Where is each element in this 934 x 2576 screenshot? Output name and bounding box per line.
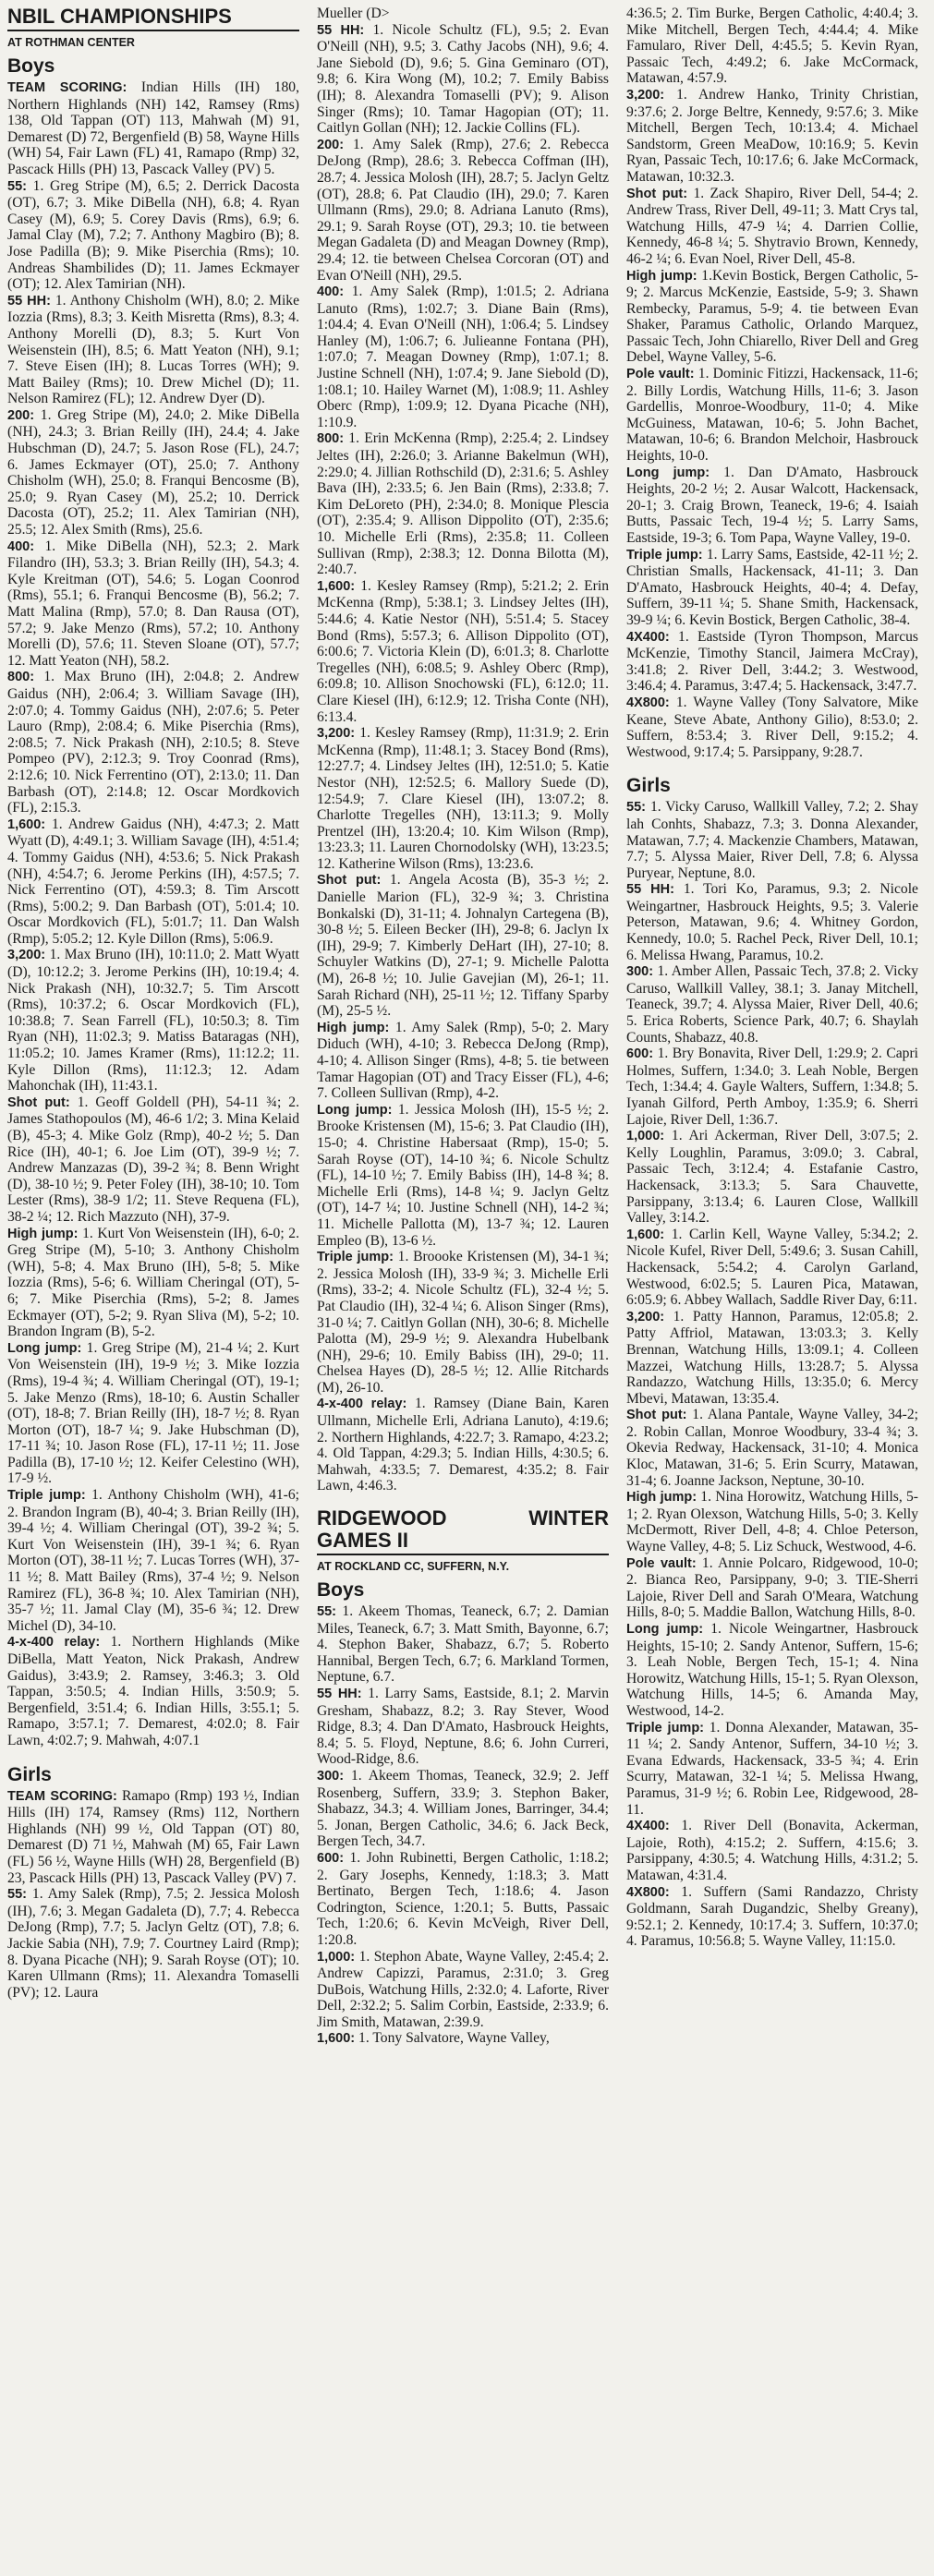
- headline-rule: [317, 1554, 609, 1555]
- event-label: 300:: [626, 964, 654, 980]
- girls-heading: Girls: [626, 775, 671, 797]
- event-label: 1,000:: [626, 1129, 665, 1144]
- result-paragraph: [626, 1227, 918, 1309]
- event-label: Triple jump:: [7, 1488, 86, 1504]
- event-label: TEAM SCORING:: [7, 80, 127, 95]
- event-results: 1. Dan D'Amato, Hasbrouck Heights, 20-2 ½; 2. Ausar Walcott, Hackensack, 20-1; 3. Craig Brown, Teaneck, 19-6; 4. Isaiah Butts, Passaic Tech, 19-4 ½; 5. Larry Sams, Eastside, 19-3; 6. Tom Papa, Wayne Valley, 19-0.: [626, 464, 919, 546]
- event-label: 600:: [317, 1850, 345, 1866]
- event-label: Shot put:: [626, 186, 688, 201]
- result-paragraph: [317, 1102, 609, 1249]
- event-results: 1. Tori Ko, Paramus, 9.3; 2. Nicole Weingartner, Hasbrouck Heights, 9.5; 3. Valerie Peterson, Matawan, 9.6; 4. Whitney Gordon, Kennedy, 10.0; 5. Rachel Peck, River Dell, 10.1; 6. Melissa Hwang, Paramus, 10.2.: [626, 881, 918, 963]
- event-results: 1. Alana Pantale, Wayne Valley, 34-2; 2. Robin Callan, Monroe Woodbury, 33-4 ¾; 3. Okevia Redway, Hackensack, 31-10; 4. Monica Kloc, Matawan, 31-6; 5. Erin Scurry, Matawan, 31-4; 6. Joanne Jackson, Neptune, 30-10.: [626, 1407, 918, 1489]
- result-paragraph: [626, 87, 918, 186]
- event-label: 400:: [7, 538, 35, 554]
- event-label: Pole vault:: [626, 1555, 697, 1571]
- result-paragraph: [626, 629, 918, 695]
- event-results: 1. Nicole Schultz (FL), 9.5; 2. Evan O'Neill (NH), 9.5; 3. Cathy Jacobs (NH), 9.6; 4. Jane Siebold (D), 9.6; 5. Gina Geminaro (OT), 9.8; 6. Kira Wong (M), 10.2; 7. Emily Babiss (IH); 8. Alexandra Tomaselli (PV); 9. Alison Singer (Rms); 10. Tamar Hagopian (OT); 11. Caitlyn Gollan (NH); 12. Jackie Collins (FL).: [317, 21, 609, 137]
- result-paragraph: [317, 284, 609, 430]
- result-paragraph: [317, 1686, 609, 1768]
- event-label: 1,600:: [7, 816, 46, 832]
- event-results: Ramapo (Rmp) 193 ½, Indian Hills (IH) 174, Ramsey (Rms) 112, Northern Highlands (NH) 99 ½, Old Tappan (OT) 80, Demarest (D) 71 ½, Mahwah (M) 65, Fair Lawn (FL) 56 ½, Wayne Hills (WH) 28, Bergenfield (B) 23, Pascack Hills (PH) 13, Pascack Valley (PV) 7.: [7, 1787, 299, 1886]
- event-label: 3,200:: [626, 1309, 665, 1324]
- result-paragraph: [7, 1634, 299, 1748]
- ridgewood-girls-results: [626, 799, 918, 1950]
- result-paragraph: [7, 1487, 299, 1634]
- event-results: 4:36.5; 2. Tim Burke, Bergen Catholic, 4:40.4; 3. Mike Mitchell, Bergen Tech, 4:44.4; 4. Mike Famularo, River Dell, 4:45.5; 5. Kevin Ryan, Passaic Tech, 4:49.2; 6. Jake McCormack, Matawan, 4:57.9.: [626, 6, 918, 87]
- result-paragraph: [626, 1621, 918, 1720]
- event-results: 1. Erin McKenna (Rmp), 2:25.4; 2. Lindsey Jeltes (IH), 2:26.0; 3. Arianne Bakelmun (WH), 2:29.0; 4. Jillian Rothschild (D), 2:31.6; 5. Ashley Bava (IH), 2:33.5; 6. Jen Bain (Rms), 2:33.8; 7. Kim DeLoreto (PH), 2:34.0; 8. Monique Plescia (OT), 2:35.4; 9. Allison Dippolito (OT), 2:35.6; 10. Michelle Erli (Rms), 2:35.8; 11. Colleen Sullivan (Rmp), 2:38.3; 12. Donna Bilotta (M), 2:40.7.: [317, 430, 609, 578]
- event-label: 4-x-400 relay:: [317, 1397, 407, 1412]
- event-results: Mueller (D>: [317, 6, 390, 21]
- girls-heading: Girls: [7, 1763, 52, 1785]
- result-paragraph: [626, 695, 918, 760]
- event-label: 3,200:: [7, 948, 46, 963]
- event-results: 1. Greg Stripe (M), 21-4 ¼; 2. Kurt Von Weisenstein (IH), 19-9 ½; 3. Mike Iozzia (Rms), 19-4 ¾; 4. William Cheringal (OT), 19-1; 5. Jake Menzo (Rms), 18-10; 6. Austin Schaller (OT), 18-8; 7. Brian Reilly (IH), 18-7 ½; 8. Ryan Morton (OT), 18-7 ¼; 9. Jake Hubschman (D), 17-11 ¾; 10. Jason Rose (FL), 17-11 ½; 11. Jose Padilla (B), 17-10 ½; 12. Keifer Celestino (WH), 17-9 ½.: [7, 1339, 299, 1487]
- result-paragraph: [7, 816, 299, 948]
- event-results: 1. Amy Salek (Rmp), 5-0; 2. Mary Diduch (WH), 4-10; 3. Rebecca DeJong (Rmp), 4-10; 4. Allison Singer (Rms), 4-8; 5. tie between Tamar Hagopian (OT) and Tracy Eisser (FL), 4-6; 7. Colleen Sullivan (Rmp), 4-2.: [317, 1019, 609, 1102]
- boys-results: [7, 79, 299, 1749]
- event-results: 1. Mike DiBella (NH), 52.3; 2. Mark Filandro (IH), 53.3; 3. Brian Reilly (IH), 54.3; 4. Kyle Kreitman (OT), 54.6; 5. Logan Coonrod (Rms), 55.1; 6. Franqui Bencosme (B), 56.2; 7. Matt Malina (Rmp), 57.0; 8. Dan Rausa (OT), 57.2; 9. Jake Menzo (Rms), 57.2; 10. Anthony Morelli (D), 57.6; 11. Steven Sloane (OT), 57.7; 12. Matt Yeaton (NH), 58.2.: [7, 538, 299, 669]
- result-paragraph: [317, 1768, 609, 1850]
- event-label: 400:: [317, 284, 345, 300]
- event-results: 1. Jessica Molosh (IH), 15-5 ½; 2. Brooke Kristensen (M), 15-6; 3. Pat Claudio (IH), 15-0; 4. Christine Habersaat (Rmp), 15-0; 5. Sarah Royse (OT), 14-10 ¾; 6. Nicole Schultz (FL), 14-10 ½; 7. Emily Babiss (IH), 14-8 ¾; 8. Michelle Erli (Rms), 14-8 ¼; 9. Jaclyn Geltz (OT), 14-7 ¼; 10. Justine Schnell (NH), 14-2 ¾; 11. Michelle Pallotta (M), 13-7 ¾; 12. Lauren Empleo (B), 13-6 ½.: [317, 1101, 610, 1249]
- event-results: 1. Kesley Ramsey (Rmp), 5:21.2; 2. Erin McKenna (Rmp), 5:38.1; 3. Lindsey Jeltes (IH), 5:44.6; 4. Katie Nestor (NH), 5:51.4; 5. Stacey Bond (Rms), 5:57.3; 6. Allison Dippolito (OT), 6:00.6; 7. Victoria Klein (D), 6:01.3; 8. Charlotte Tregelles (NH), 6:08.5; 9. Ashley Oberc (Rmp), 6:09.8; 10. Allison Snochowski (FL), 6:12.0; 11. Clare Kiesel (IH), 6:12.9; 12. Trisha Conte (NH), 6:13.4.: [317, 577, 609, 725]
- result-paragraph: [317, 1396, 609, 1494]
- event-results: 1. Amy Salek (Rmp), 27.6; 2. Rebecca DeJong (Rmp), 28.6; 3. Rebecca Coffman (IH), 28.7; 4. Jessica Molosh (IH), 28.7; 5. Jaclyn Geltz (OT), 28.8; 6. Pat Claudio (IH), 29.0; 7. Karen Ullmann (Rms), 29.0; 8. Adriana Lanuto (Rms), 29.1; 9. Sarah Royse (OT), 29.3; 10. tie between Megan Gadaleta (D) and Meagan Downey (Rmp), 29.4; 12. tie between Chelsea Corcoran (OT) and Evan O'Neill (NH), 29.5.: [317, 136, 609, 284]
- event-label: Long jump:: [317, 1102, 393, 1118]
- result-paragraph: [626, 799, 918, 881]
- result-paragraph: [7, 293, 299, 407]
- event-label: 55:: [7, 178, 27, 194]
- event-label: 4-x-400 relay:: [7, 1635, 101, 1651]
- result-paragraph: [626, 1046, 918, 1128]
- event-label: Long jump:: [7, 1340, 82, 1356]
- event-label: Long jump:: [626, 1622, 704, 1637]
- event-results: 1. Andrew Gaidus (NH), 4:47.3; 2. Matt Wyatt (D), 4:49.1; 3. William Savage (IH), 4:51.4; 4. Tommy Gaidus (NH), 4:53.6; 5. Nick Prakash (NH), 4:54.7; 6. Jerome Perkins (IH), 4:57.5; 7. Nick Ferrentino (OT), 4:59.3; 8. Tim Arscott (Rms), 5:00.2; 9. Dan Barbash (OT), 5:01.4; 10. Oscar Mordkovich (FL), 5:01.7; 11. Dan Walsh (Rmp), 5:05.2; 12. Kyle Dillon (Rms), 5:06.9.: [7, 816, 300, 947]
- event-label: Shot put:: [317, 873, 382, 889]
- right-column: [626, 6, 918, 1950]
- result-paragraph: [626, 1555, 918, 1621]
- result-paragraph: [626, 6, 918, 87]
- event-label: 1,600:: [626, 1227, 665, 1242]
- event-label: 3,200:: [626, 87, 665, 103]
- event-results: 1.Kevin Bostick, Bergen Catholic, 5-9; 2. Marcus McKenzie, Eastside, 5-9; 3. Shawn Rembecky, Paramus, 5-9; 4. tie between Evan Shaker, Paramus Catholic, Orlando Marquez, Passaic Tech, John Chiarello, River Dell and Greg Debel, Wayne Valley, 5-6.: [626, 267, 918, 366]
- event-label: 1,600:: [317, 578, 356, 594]
- result-paragraph: [7, 1226, 299, 1340]
- result-paragraph: [7, 1788, 299, 1887]
- event-results: 1. Greg Stripe (M), 6.5; 2. Derrick Dacosta (OT), 6.7; 3. Mike DiBella (NH), 6.8; 4. Ryan Casey (M), 6.9; 5. Corey Davis (Rms), 6.9; 6. Jamal Clay (M), 7.2; 7. Anthony Magbiro (B); 8. Jose Padilla (B); 9. Mike Piserchia (Rms); 10. Andreas Shambilides (D); 11. James Eckmayer (OT); 12. Alex Tamirian (NH).: [7, 177, 300, 293]
- ridgewood-boys-results: [317, 1603, 609, 2048]
- event-results: 1. Anthony Chisholm (WH), 41-6; 2. Brandon Ingram (B), 40-4; 3. Brian Reilly (IH), 39-4 ½; 4. William Cheringal (OT), 39-2 ¾; 5. Kurt Von Weisenstein (IH), 39-1 ¾; 6. Ryan Morton (OT), 38-11 ½; 7. Lucas Torres (WH), 37-11 ½; 8. Matt Bailey (Rms), 37-4 ½; 9. Nelson Ramirez (FL), 36-8 ¾; 10. Alex Tamirian (NH), 35-7 ½; 11. Jamal Clay (M), 35-6 ¾; 12. Drew Michel (D), 34-10.: [7, 1487, 300, 1634]
- event-label: 4X400:: [626, 629, 670, 645]
- event-label: Shot put:: [626, 1408, 687, 1423]
- section-dateline: AT ROTHMAN CENTER: [7, 36, 135, 49]
- event-label: High jump:: [7, 1226, 79, 1241]
- event-results: 1. Eastside (Tyron Thompson, Marcus McKenzie, Timothy Stancil, Jaimera McCray), 3:41.8; 2. River Dell, 3:44.2; 3. Westwood, 3:46.4; 4. Paramus, 3:47.4; 5. Hackensack, 3:47.7.: [626, 628, 919, 695]
- girls-results: [7, 1788, 299, 2002]
- event-results: 1. Vicky Caruso, Wallkill Valley, 7.2; 2. Shay lah Conhts, Shabazz, 7.3; 3. Donna Alexander, Matawan, 7.7; 4. Mackenzie Chambers, Matawan, 7.7; 5. Alyssa Maier, River Dell, 7.8; 6. Alyssa Puryear, Neptune, 8.0.: [626, 799, 918, 881]
- result-paragraph: [317, 1949, 609, 2031]
- event-results: 1. Amy Salek (Rmp), 7.5; 2. Jessica Molosh (IH), 7.6; 3. Megan Gadaleta (D), 7.7; 4. Rebecca DeJong (Rmp), 7.7; 5. Jaclyn Geltz (OT), 7.8; 6. Jackie Sabia (NH), 7.9; 7. Courtney Laird (Rmp); 8. Dyana Picache (NH); 9. Sarah Royse (OT); 10. Karen Ullmann (Rms); 11. Alexandra Tomaselli (PV); 12. Laura: [7, 1886, 300, 2001]
- result-paragraph: [317, 6, 609, 22]
- event-results: 1. Nina Horowitz, Watchung Hills, 5-1; 2. Ryan Olexson, Watchung Hills, 5-0; 3. Kelly McDermott, River Dell, 4-8; 4. Chloe Peterson, Wayne Valley, 4-8; 5. Liz Schuck, Westwood, 4-6.: [626, 1489, 918, 1555]
- event-results: 1. Broooke Kristensen (M), 34-1 ¾; 2. Jessica Molosh (IH), 33-9 ¾; 3. Michelle Erli (Rms), 33-2; 4. Nicole Schultz (FL), 32-4 ½; 5. Pat Claudio (IH), 32-4 ¼; 6. Alison Singer (Rms), 31-0 ¼; 7. Caitlyn Gollan (NH), 30-6; 8. Michelle Palotta (M), 29-9 ½; 9. Alexandra Hubelbank (NH), 29-6; 10. Emily Babiss (IH), 29-0; 11. Chelsea Hayes (D), 28-5 ½; 12. Allie Ritchards (M), 26-10.: [317, 1249, 609, 1396]
- result-paragraph: [317, 1850, 609, 1949]
- event-label: Long jump:: [626, 465, 710, 480]
- event-label: Pole vault:: [626, 367, 695, 382]
- event-label: 800:: [317, 431, 345, 447]
- event-label: Triple jump:: [317, 1250, 394, 1265]
- section-headline: RIDGEWOOD WINTER GAMES II: [317, 1506, 609, 1553]
- result-paragraph: [317, 2030, 609, 2048]
- event-results: 1. Amber Allen, Passaic Tech, 37.8; 2. Vicky Caruso, Wallkill Valley, 38.1; 3. Janay Mitchell, Teaneck, 39.7; 4. Alyssa Maier, River Dell, 40.6; 5. Erica Roberts, Science Park, 40.7; 6. Shaylah Counts, Shabazz, 40.8.: [626, 963, 918, 1046]
- event-results: 1. Angela Acosta (B), 35-3 ½; 2. Danielle Marion (FL), 32-9 ¾; 3. Christina Bonkalski (D), 31-11; 4. Johnalyn Cartegena (B), 30-8 ½; 5. Eileen Becker (IH), 29-8; 6. Jaclyn Ix (IH), 29-9; 7. Kimberly DeHart (IH), 27-10; 8. Schuyler Watkins (D), 27-1; 9. Michelle Palotta (M), 26-8 ½; 10. Julie Gavejian (M), 26-1; 11. Sarah Richard (NH), 25-11 ½; 12. Tiffany Sparby (M), 25-5 ½.: [317, 872, 609, 1020]
- boys-heading: Boys: [7, 55, 55, 77]
- event-results: 1. Max Bruno (IH), 10:11.0; 2. Matt Wyatt (D), 10:12.2; 3. Jerome Perkins (IH), 10:19.4; 4. Nick Prakash (NH), 10:32.7; 5. Tim Arscott (Rms), 10:37.2; 6. Oscar Mordkovich (FL), 10:38.8; 7. Sean Farrell (FL), 10:50.3; 8. Tim Ryan (NH), 11:02.3; 9. Matiss Bataragas (NH), 11:05.2; 10. James Kramer (Rms), 11:12.2; 11. Kyle Dillon (Rms), 11:12.3; 12. Adam Mahonchak (IH), 11:43.1.: [7, 947, 299, 1094]
- event-label: High jump:: [317, 1020, 390, 1035]
- result-paragraph: [7, 1094, 299, 1226]
- event-results: 1. Donna Alexander, Matawan, 35-11 ¼; 2. Sandy Antenor, Suffern, 34-10 ½; 3. Evana Edwards, Hackensack, 33-5 ¾; 4. Erin Scurry, Matawan, 32-1 ¼; 5. Melissa Hwang, Paramus, 31-9 ½; 6. Robin Lee, Ridgewood, 28-11.: [626, 1719, 919, 1818]
- left-column: [7, 6, 299, 2001]
- event-label: 55 HH:: [317, 22, 365, 38]
- event-label: 4X800:: [626, 695, 670, 710]
- result-paragraph: [626, 1128, 918, 1227]
- event-label: Shot put:: [7, 1094, 70, 1110]
- result-paragraph: [7, 538, 299, 670]
- event-results: 1. Andrew Hanko, Trinity Christian, 9:37.6; 2. Jorge Beltre, Kennedy, 9:57.6; 3. Mike Mitchell, Bergen Tech, 10:13.4; 4. Michael Sandstorm, Green MeaDow, 10:16.9; 5. Kevin Ryan, Passaic Tech, 10:17.6; 6. Jake McCormack, Matawan, 10:32.3.: [626, 86, 919, 185]
- result-paragraph: [317, 1249, 609, 1396]
- event-label: High jump:: [626, 268, 697, 284]
- event-label: 200:: [317, 137, 345, 152]
- event-results: 1. Dominic Fitizzi, Hackensack, 11-6; 2. Billy Lordis, Watchung Hills, 11-6; 3. Jason Gardellis, Monroe-Woodbury, 11-0; 4. Mike McGuiness, Matawan, 10-6; 5. John Bachet, Matawan, 10-6; 6. Brandon Melchoir, Hasbrouck Heights, 10-0.: [626, 366, 918, 465]
- result-paragraph: [7, 407, 299, 538]
- event-results: 1. Greg Stripe (M), 24.0; 2. Mike DiBella (NH), 24.3; 3. Brian Reilly (IH), 24.4; 4. Jake Hubschman (D), 24.7; 5. Jason Rose (FL), 24.7; 6. James Eckmayer (OT), 25.0; 7. Anthony Chisholm (WH), 25.0; 8. Franqui Bencosme (B), 25.0; 9. Ryan Casey (M), 25.2; 10. Derrick Dacosta (OT), 25.2; 11. Alex Tamirian (NH), 25.5; 12. Alex Smith (Rms), 25.6.: [7, 406, 299, 538]
- result-paragraph: [626, 1818, 918, 1883]
- result-paragraph: [626, 465, 918, 547]
- event-results: 1. Max Bruno (IH), 2:04.8; 2. Andrew Gaidus (NH), 2:06.4; 3. William Savage (IH), 2:07.0; 4. Tommy Gaidus (NH), 2:07.6; 5. Peter Lauro (Rmp), 2:08.4; 6. Mike Piserchia (Rms), 2:08.5; 7. Nick Prakash (NH), 2:10.5; 8. Steve Pompeo (PV), 2:12.3; 9. Troy Coonrad (Rms), 2:12.6; 10. Nick Ferrentino (OT), 2:13.0; 11. Dan Barbash (OT), 2:14.8; 12. Oscar Mordkovich (FL), 2:15.3.: [7, 669, 299, 816]
- ridgewood-boys-continued: [626, 6, 918, 760]
- event-results: 1. Kesley Ramsey (Rmp), 11:31.9; 2. Erin McKenna (Rmp), 11:48.1; 3. Stacey Bond (Rms), 12:27.7; 4. Lindsey Jeltes (IH), 12:51.0; 5. Katie Nestor (NH), 12:52.5; 6. Mallory Suede (D), 12:54.9; 7. Clare Kiesel (IH), 13:07.2; 8. Charlotte Tregelles (NH), 13:11.3; 9. Molly Prentzel (IH), 13:20.4; 10. Kim Wilson (Rmp), 13:23.3; 11. Lauren Chornodolsky (WH), 13:23.5; 12. Katherine Wilson (Rms), 13:23.6.: [317, 725, 609, 872]
- event-label: 200:: [7, 407, 35, 423]
- event-label: 55:: [626, 800, 646, 816]
- event-results: 1. Wayne Valley (Tony Salvatore, Mike Keane, Steve Abate, Anthony Gilio), 8:53.0; 2. Suffern, 8:53.4; 3. River Dell, 9:15.2; 4. Westwood, 9:17.4; 5. Parsippany, 9:28.7.: [626, 694, 918, 760]
- event-label: 55:: [7, 1887, 27, 1903]
- event-results: 1. Bry Bonavita, River Dell, 1:29.9; 2. Capri Holmes, Suffern, 1:34.0; 3. Leah Noble, Bergen Tech, 1:34.4; 4. Gayle Walters, Suffern, 1:34.8; 5. Iyanah Gilford, Perth Amboy, 1:35.9; 6. Sherri Lajoie, River Dell, 1:36.7.: [626, 1046, 918, 1128]
- event-label: 1,600:: [317, 2031, 356, 2047]
- event-results: 1. Suffern (Sami Randazzo, Christy Goldmann, Sarah Dugandzic, Shelby Greany), 9:52.1; 2. Kennedy, 10:17.4; 3. Suffern, 10:37.0; 4. Paramus, 10:56.8; 5. Wayne Valley, 11:15.0.: [626, 1883, 918, 1950]
- event-label: 55 HH:: [317, 1687, 362, 1701]
- result-paragraph: [317, 872, 609, 1019]
- result-paragraph: [626, 1309, 918, 1408]
- event-label: Triple jump:: [626, 547, 703, 562]
- event-label: 3,200:: [317, 726, 356, 742]
- result-paragraph: [317, 430, 609, 577]
- result-paragraph: [626, 547, 918, 629]
- event-results: 1. Carlin Kell, Wayne Valley, 5:34.2; 2. Nicole Kufel, River Dell, 5:49.6; 3. Susan Cahill, Hackensack, 5:54.2; 4. Carolyn Garland, Westwood, 6:02.5; 5. Lauren Pica, Matawan, 6:05.9; 6. Abbey Wallach, Saddle River Day, 6:11.: [626, 1226, 918, 1309]
- event-results: 1. Geoff Goldell (PH), 54-11 ¾; 2. James Stathopoulos (M), 46-6 1/2; 3. Mina Kelaid (B), 45-3; 4. Mike Golz (Rmp), 40-2 ½; 5. Dan Rice (IH), 40-1; 6. Joe Lim (OT), 39-9 ½; 7. Andrew Manzazas (D), 39-2 ¾; 8. Benn Wright (D), 38-10 ½; 9. Peter Foley (IH), 38-10; 10. Tom Lester (Rms), 38-9 1/2; 11. Steve Requena (FL), 38-2 ¼; 12. Rich Mazzuto (NH), 37-9.: [7, 1094, 299, 1225]
- result-paragraph: [626, 963, 918, 1046]
- event-label: 600:: [626, 1046, 654, 1062]
- event-results: 1. Larry Sams, Eastside, 8.1; 2. Marvin Gresham, Shabazz, 8.2; 3. Ray Stever, Wood Ridge, 8.3; 4. Dan D'Amato, Hasbrouck Heights, 8.4; 5. 5. Floyd, Neptune, 8.6; 6. John Curreri, Wood-Ridge, 8.6.: [317, 1686, 610, 1768]
- event-label: High jump:: [626, 1490, 697, 1506]
- result-paragraph: [626, 881, 918, 963]
- result-paragraph: [626, 1489, 918, 1554]
- event-label: 4X800:: [626, 1884, 670, 1900]
- event-results: 1. Anthony Chisholm (WH), 8.0; 2. Mike Iozzia (Rms), 8.3; 3. Keith Misretta (Rms), 8.3; 4. Anthony Morelli (D), 8.3; 5. Kurt Von Weisenstein (IH), 8.5; 6. Matt Yeaton (NH), 9.1; 7. Steve Eisen (IH); 8. Lucas Torres (WH); 9. Matt Bailey (Rms); 10. Drew Michel (D); 11. Nelson Ramirez (FL); 12. Andrew Dyer (D).: [7, 292, 299, 407]
- section-dateline: AT ROCKLAND CC, SUFFERN, N.Y.: [317, 1560, 510, 1574]
- result-paragraph: [7, 947, 299, 1094]
- event-results: 1. Ramsey (Diane Bain, Karen Ullmann, Michelle Erli, Adriana Lanuto), 4:19.6; 2. Northern Highlands, 4:22.7; 3. Ramapo, 4:23.2; 4. Old Tappan, 4:29.3; 5. Indian Hills, 4:30.5; 6. Mahwah, 4:33.5; 7. Demarest, 4:35.2; 8. Fair Lawn, 4:46.3.: [317, 1396, 609, 1494]
- result-paragraph: [7, 1340, 299, 1487]
- result-paragraph: [626, 1407, 918, 1489]
- event-label: 55 HH:: [626, 882, 674, 898]
- section-headline: NBIL CHAMPIONSHIPS: [7, 5, 232, 28]
- event-results: Indian Hills (IH) 180, Northern Highlands (NH) 142, Ramsey (Rms) 138, Old Tappan (OT) 113, Mahwah (M) 91, Demarest (D) 72, Bergenfield (B) 58, Wayne Hills (WH) 54, Fair Lawn (FL) 41, Ramapo (Rmp) 32, Pascack Hills (PH) 13, Pascack Valley (PV) 5.: [7, 79, 300, 177]
- result-paragraph: [317, 137, 609, 284]
- result-paragraph: [7, 79, 299, 178]
- event-results: 1. Stephon Abate, Wayne Valley, 2:45.4; 2. Andrew Capizzi, Paramus, 2:31.0; 3. Greg DuBois, Watchung Hills, 2:32.0; 4. Laforte, River Dell, 2:32.2; 5. Salim Corbin, Eastside, 2:33.9; 6. Jim Smith, Matawan, 2:39.9.: [317, 1948, 609, 2030]
- result-paragraph: [626, 366, 918, 465]
- event-label: 800:: [7, 670, 35, 685]
- event-label: 4X400:: [626, 1819, 670, 1834]
- event-results: 1. River Dell (Bonavita, Ackerman, Lajoie, Roth), 4:15.2; 2. Suffern, 4:15.6; 3. Parsippany, 4:30.5; 4. Watchung Hills, 4:31.2; 5. Matawan, 4:31.4.: [626, 1818, 918, 1883]
- event-results: 1. Zack Shapiro, River Dell, 54-4; 2. Andrew Trass, River Dell, 49-11; 3. Matt Crys tal, Watchung Hills, 47-9 ¼; 4. Darrien Collie, Kennedy, 46-8 ¼; 5. Shytravio Brown, Kennedy, 46-2 ¼; 6. Evan Noel, River Dell, 45-8.: [626, 185, 918, 267]
- event-results: 1. Annie Polcaro, Ridgewood, 10-0; 2. Bianca Reo, Parsippany, 9-0; 3. TIE-Sherri Lajoie, River Dell and Sarah O'Meara, Watchung Hills, 8-0; 5. Maddie Ballon, Watchung Hills, 8-0.: [626, 1554, 918, 1621]
- event-results: 1. Tony Salvatore, Wayne Valley,: [358, 2030, 550, 2047]
- headline-rule: [7, 30, 299, 31]
- event-results: 1. Larry Sams, Eastside, 42-11 ½; 2. Christian Smalls, Hackensack, 41-11; 3. Dan D'Amato, Hasbrouck Heights, 40-4; 4. Defay, Suffern, 39-11 ¼; 5. Shane Smith, Hackensack, 39-9 ¼; 6. Kevin Bostick, Bergen Catholic, 38-4.: [626, 546, 918, 628]
- event-results: 1. Ari Ackerman, River Dell, 3:07.5; 2. Kelly Loughlin, Paramus, 3:09.0; 3. Cabral, Passaic Tech, 3:12.4; 4. Estafanie Castro, Hackensack, 3:13.3; 5. Sara Chauvette, Parsippany, 3:13.4; 6. Lauren Close, Wallkill Valley, 3:14.2.: [626, 1128, 918, 1227]
- result-paragraph: [7, 178, 299, 293]
- event-results: 1. Northern Highlands (Mike DiBella, Matt Yeaton, Nick Prakash, Andrew Gaidus), 3:43.9; 2. Ramsey, 3:46.3; 3. Old Tappan, 3:50.5; 4. Indian Hills, 3:50.9; 5. Bergenfield, 3:51.4; 6. Indian Hills, 3:55.1; 5. Ramapo, 3:57.1; 7. Demarest, 4:02.0; 8. Fair Lawn, 4:02.7; 9. Mahwah, 4:07.1: [7, 1634, 299, 1748]
- event-label: TEAM SCORING:: [7, 1788, 117, 1804]
- event-results: 1. Amy Salek (Rmp), 1:01.5; 2. Adriana Lanuto (Rms), 1:02.7; 3. Diane Bain (Rms), 1:04.4; 4. Evan O'Neill (NH), 1:06.4; 5. Lindsey Hanley (M), 1:06.7; 6. Julieanne Fontana (PH), 1:07.0; 7. Meagan Downey (Rmp), 1:07.1; 8. Justine Schnell (NH), 1:07.4; 9. Jane Siebold (D), 1:08.1; 10. Hailey Warnet (M), 1:08.9; 11. Ashley Oberc (Rmp), 1:09.9; 12. Dyana Picache (NH), 1:10.9.: [317, 284, 609, 430]
- event-results: 1. Kurt Von Weisenstein (IH), 6-0; 2. Greg Stripe (M), 5-10; 3. Anthony Chisholm (WH), 5-8; 4. Max Bruno (IH), 5-8; 5. Mike Iozzia (Rms), 5-6; 6. William Cheringal (OT), 5-6; 7. Mike Piserchia (Rms), 5-2; 8. James Eckmayer (OT), 5-2; 9. Ryan Sliva (M), 5-2; 10. Brandon Ingram (B), 5-2.: [7, 1225, 299, 1340]
- boys-heading: Boys: [317, 1579, 365, 1602]
- event-results: 1. Akeem Thomas, Teaneck, 6.7; 2. Damian Miles, Teaneck, 6.7; 3. Matt Smith, Bayonne, 6.7; 4. Stephon Baker, Shabazz, 6.7; 5. Roberto Hannibal, Bergen Tech, 6.7; 6. Markland Tormen, Neptune, 6.7.: [317, 1603, 609, 1686]
- nbil-girls-continued: [317, 6, 609, 1494]
- result-paragraph: [7, 1886, 299, 2001]
- event-results: 1. Akeem Thomas, Teaneck, 32.9; 2. Jeff Rosenberg, Suffern, 33.9; 3. Stephon Baker, Shabazz, 34.3; 4. William Jones, Barringer, 34.4; 5. Jonan, Bergen Catholic, 34.6; 6. Jack Beck, Bergen Tech, 34.7.: [317, 1767, 609, 1850]
- middle-column: [317, 6, 609, 2048]
- result-paragraph: [317, 1020, 609, 1102]
- result-paragraph: [317, 22, 609, 137]
- result-paragraph: [626, 186, 918, 268]
- event-results: 1. Nicole Weingartner, Hasbrouck Heights, 15-10; 2. Sandy Antenor, Suffern, 15-6; 3. Leah Noble, Bergen Tech, 15-1; 4. Nina Horowitz, Watchung Hills, 15-1; 5. Ryan Olexson, Watchung Hills, 14-5; 6. Amanda May, Westwood, 14-2.: [626, 1621, 918, 1719]
- event-label: 1,000:: [317, 1949, 356, 1965]
- event-label: 55 HH:: [7, 293, 51, 308]
- event-label: Triple jump:: [626, 1720, 705, 1735]
- result-paragraph: [626, 1720, 918, 1819]
- result-paragraph: [317, 578, 609, 725]
- result-paragraph: [626, 1884, 918, 1950]
- event-label: 300:: [317, 1768, 345, 1784]
- event-label: 55:: [317, 1604, 336, 1620]
- event-results: 1. Patty Hannon, Paramus, 12:05.8; 2. Patty Affriol, Matawan, 13:03.3; 3. Kelly Brennan, Watchung Hills, 13:09.1; 4. Colleen Mazzei, Watchung Hills, 13:28.7; 5. Alyssa Randazzo, Watchung Hills, 13:35.0; 6. Mercy Mbevi, Matawan, 13:35.4.: [626, 1308, 918, 1407]
- result-paragraph: [7, 669, 299, 816]
- event-results: 1. John Rubinetti, Bergen Catholic, 1:18.2; 2. Gary Josephs, Kennedy, 1:18.3; 3. Matt Bertinato, Bergen Tech, 1:18.6; 4. Jason Codrington, Science, 1:20.1; 5. Butts, Passaic Tech, 1:20.6; 6. Kevin McVeigh, River Dell, 1:20.8.: [317, 1849, 609, 1948]
- result-paragraph: [317, 725, 609, 872]
- result-paragraph: [626, 268, 918, 367]
- result-paragraph: [317, 1603, 609, 1686]
